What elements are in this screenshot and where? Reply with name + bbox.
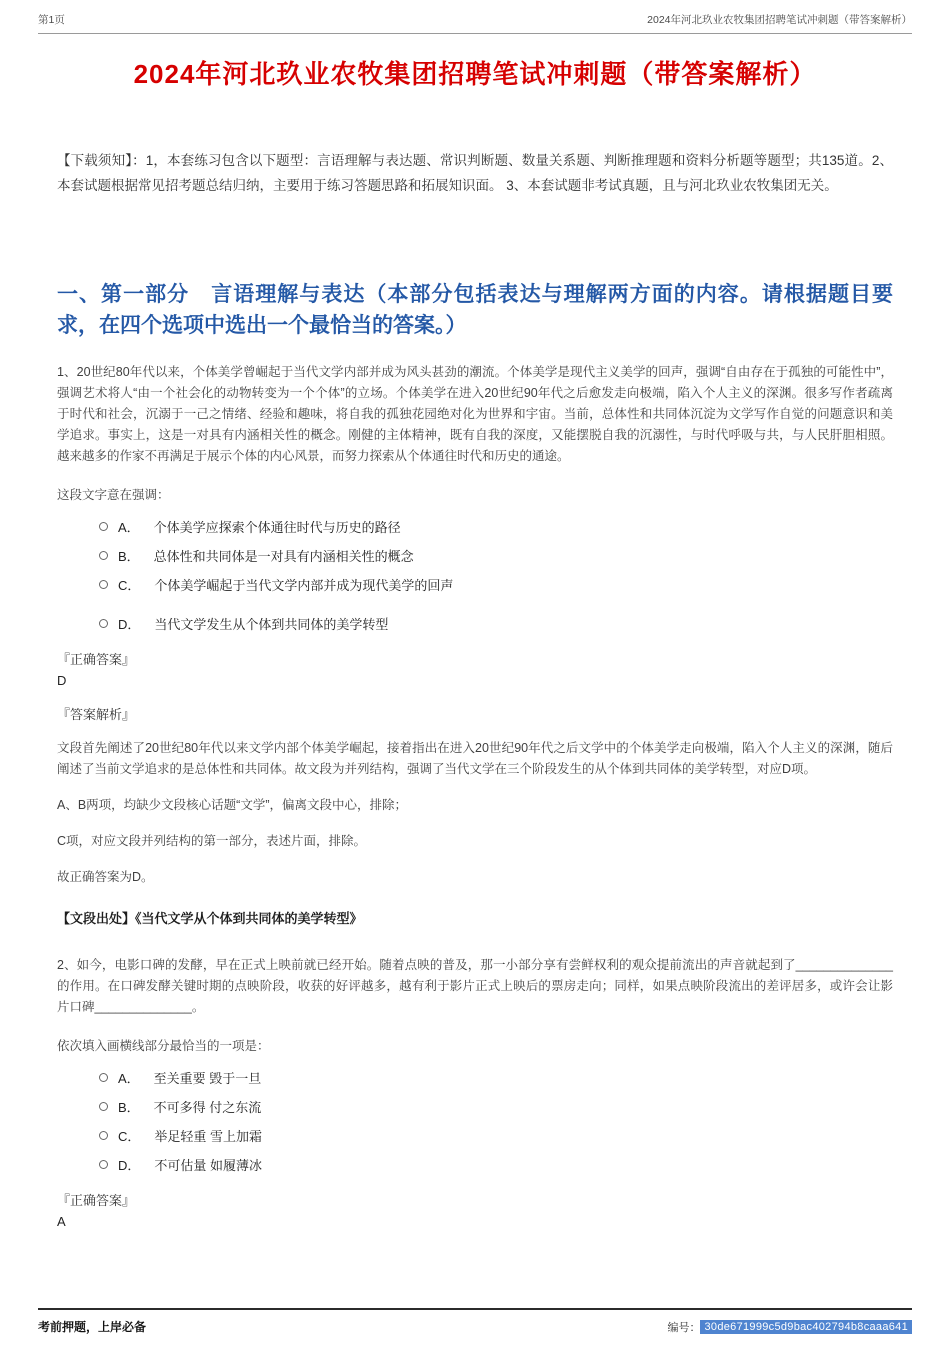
option-d[interactable] [99, 614, 893, 633]
option-b[interactable] [99, 1097, 893, 1116]
question-2 [57, 955, 893, 1229]
option-text: 个体美学崛起于当代文学内部并成为现代美学的回声 [154, 577, 454, 593]
option-text: 至关重要 毁于一旦 [153, 1070, 262, 1086]
radio-icon[interactable] [99, 1073, 108, 1082]
option-label: B． [118, 548, 140, 564]
radio-icon[interactable] [99, 1131, 108, 1140]
analysis-paragraph: 故正确答案为D。 [57, 869, 154, 884]
page-footer [38, 1308, 912, 1335]
option-label: B． [118, 1099, 140, 1115]
correct-answer-label: 『正确答案』 [57, 651, 136, 667]
analysis-paragraph: C项，对应文段并列结构的第一部分，表述片面，排除。 [57, 833, 367, 848]
question-1-options [57, 517, 893, 633]
analysis-paragraph: 文段首先阐述了20世纪80年代以来文学内部个体美学崛起，接着指出在进入20世纪90年代之后文学中的个体美学走向极端，陷入个人主义的深渊，随后阐述了当前文学追求的是总体性和共同体。故文段为并列结构，强调了当代文学在三个阶段发生的从个体到共同体的美学转型，对应D项。 [57, 740, 893, 776]
option-a[interactable] [99, 517, 893, 536]
radio-icon[interactable] [99, 1102, 108, 1111]
option-c[interactable] [99, 575, 893, 594]
question-1-prompt: 这段文字意在强调： [57, 487, 170, 502]
page-title: 2024年河北玖业农牧集团招聘笔试冲刺题（带答案解析） [133, 59, 817, 89]
correct-answer-value: D [57, 672, 67, 688]
option-label: A． [118, 1070, 140, 1086]
footer-slogan: 考前押题，上岸必备 [38, 1320, 147, 1334]
option-text: 个体美学应探索个体通往时代与历史的路径 [153, 519, 401, 535]
radio-icon[interactable] [99, 551, 108, 560]
footer-code-value: 30de671999c5d9bac402794b8caaa641 [700, 1320, 912, 1334]
question-1-stem: 1、20世纪80年代以来，个体美学曾崛起于当代文学内部并成为风头甚劲的潮流。个体美学是现代主义美学的回声，强调“自由存在于孤独的可能性中”，强调艺术将人“由一个社会化的动物转变为一个个体”的立场。个体美学在进入20世纪90年代之后愈发走向极端，陷入个人主义的深渊。很多写作者疏离于时代和社会，沉溺于一己之情绪、经验和趣味，将自我的孤独花园绝对化为世界和宇宙。当前，总体性和共同体沉淀为文学写作自觉的问题意识和美学追求。事实上，这是一对具有内涵相关性的概念。刚健的主体精神，既有自我的深度，又能摆脱自我的沉溺性，与时代呼吸与共，与人民肝胆相照。越来越多的作家不再满足于展示个体的内心风景，而努力探索从个体通往时代和历史的通途。 [57, 364, 893, 463]
header-doc-title: 2024年河北玖业农牧集团招聘笔试冲刺题（带答案解析） [647, 14, 912, 26]
radio-icon[interactable] [99, 580, 108, 589]
correct-answer-label: 『正确答案』 [57, 1192, 136, 1208]
page-header [38, 12, 912, 34]
option-text: 举足轻重 雪上加霜 [154, 1128, 263, 1144]
header-page-number: 第1页 [38, 14, 65, 26]
question-2-options [57, 1068, 893, 1174]
option-label: D． [118, 616, 141, 632]
radio-icon[interactable] [99, 1160, 108, 1169]
option-label: A． [118, 519, 140, 535]
correct-answer-value: A [57, 1213, 66, 1229]
option-text: 当代文学发生从个体到共同体的美学转型 [154, 616, 389, 632]
analysis-label: 『答案解析』 [57, 706, 136, 722]
option-d[interactable] [99, 1155, 893, 1174]
radio-icon[interactable] [99, 522, 108, 531]
question-2-stem: 2、如今，电影口碑的发酵，早在正式上映前就已经开始。随着点映的普及，那一小部分享有尝鲜权利的观众提前流出的声音就起到了______________的作用。在口碑发酵关键时期的点映阶段，收获的好评越多，越有利于影片正式上映后的票房走向；同样，如果点映阶段流出的差评居多，或许会让影片口碑______________。 [57, 957, 893, 1014]
footer-code-group [667, 1319, 912, 1335]
analysis-paragraph: A、B两项，均缺少文段核心话题“文学”，偏离文段中心，排除； [57, 797, 408, 812]
option-a[interactable] [99, 1068, 893, 1087]
option-text: 不可多得 付之东流 [153, 1099, 262, 1115]
option-text: 不可估量 如履薄冰 [154, 1157, 263, 1173]
option-label: C． [118, 577, 141, 593]
section-heading: 一、第一部分 言语理解与表达（本部分包括表达与理解两方面的内容。请根据题目要求，在四个选项中选出一个最恰当的答案。） [57, 282, 893, 338]
option-label: C． [118, 1128, 141, 1144]
footer-code-label: 编号： [667, 1321, 701, 1334]
option-b[interactable] [99, 546, 893, 565]
download-notice: 【下载须知】：1，本套练习包含以下题型：言语理解与表达题、常识判断题、数量关系题、判断推理题和资料分析题等题型；共135道。2、本套试题根据常见招考题总结归纳，主要用于练习答题思路和拓展知识面。 3、本套试题非考试真题，且与河北玖业农牧集团无关。 [57, 153, 893, 193]
radio-icon[interactable] [99, 619, 108, 628]
passage-source: 【文段出处】《当代文学从个体到共同体的美学转型》 [57, 910, 363, 926]
option-label: D． [118, 1157, 141, 1173]
option-c[interactable] [99, 1126, 893, 1145]
option-text: 总体性和共同体是一对具有内涵相关性的概念 [153, 548, 414, 564]
question-2-prompt: 依次填入画横线部分最恰当的一项是： [57, 1038, 270, 1053]
